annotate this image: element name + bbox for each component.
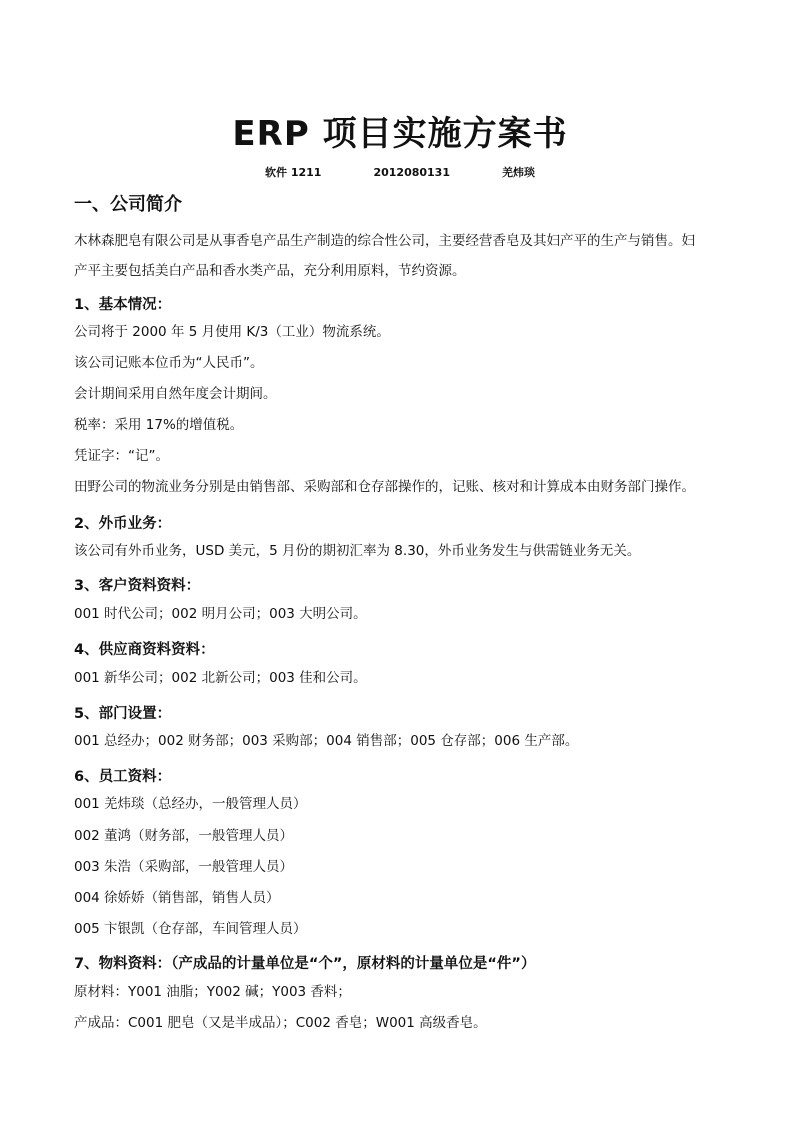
section-heading-company-intro: 一、公司简介 — [74, 194, 182, 215]
currency-line: 该公司有外币业务，USD 美元，5 月份的期初汇率为 8.30，外币业务发生与供需链业务无关。 — [74, 543, 641, 559]
basic-line: 该公司记账本位币为“人民币”。 — [74, 355, 264, 371]
employee-line: 002 董鸿（财务部，一般管理人员） — [74, 828, 294, 844]
employee-line: 004 徐娇娇（销售部，销售人员） — [74, 890, 280, 906]
basic-line: 税率：采用 17%的增值税。 — [74, 417, 244, 433]
document-title: ERP 项目实施方案书 — [232, 114, 568, 154]
basic-line: 凭证字：“记”。 — [74, 448, 169, 464]
materials-line: 产成品：C001 肥皂（又是半成品）；C002 香皂；W001 高级香皂。 — [74, 1015, 487, 1031]
employee-line: 003 朱浩（采购部，一般管理人员） — [74, 859, 294, 875]
suppliers-line: 001 新华公司；002 北新公司；003 佳和公司。 — [74, 670, 367, 686]
customers-line: 001 时代公司；002 明月公司；003 大明公司。 — [74, 606, 367, 622]
heading-customers: 3、客户资料资料： — [74, 578, 201, 594]
heading-materials: 7、物料资料：（产成品的计量单位是“个”，原材料的计量单位是“件”） — [74, 956, 536, 972]
intro-line-1: 木林森肥皂有限公司是从事香皂产品生产制造的综合性公司，主要经营香皂及其妇产平的生产与销售。妇 — [74, 233, 695, 249]
employee-line: 005 卞银凯（仓存部，车间管理人员） — [74, 921, 307, 937]
employee-line: 001 羌炜琰（总经办，一般管理人员） — [74, 796, 307, 812]
heading-employees: 6、员工资料： — [74, 769, 172, 785]
author-byline — [0, 164, 800, 180]
heading-departments: 5、部门设置： — [74, 706, 172, 722]
intro-line-2: 产平主要包括美白产品和香水类产品，充分利用原料，节约资源。 — [74, 263, 466, 279]
basic-line: 田野公司的物流业务分别是由销售部、采购部和仓存部操作的，记账、核对和计算成本由财务部门操作。 — [74, 479, 695, 495]
materials-line: 原材料：Y001 油脂；Y002 碱；Y003 香料； — [74, 984, 351, 1000]
byline-class: 软件 1211 — [265, 166, 322, 179]
byline-student-id: 2012080131 — [373, 166, 450, 179]
basic-line: 会计期间采用自然年度会计期间。 — [74, 386, 277, 402]
basic-line: 公司将于 2000 年 5 月使用 K/3（工业）物流系统。 — [74, 324, 390, 340]
heading-suppliers: 4、供应商资料资料： — [74, 642, 215, 658]
heading-foreign-currency: 2、外币业务： — [74, 516, 172, 532]
heading-basic-info: 1、基本情况： — [74, 297, 172, 313]
byline-author-name: 羌炜琰 — [502, 166, 535, 179]
departments-line: 001 总经办；002 财务部；003 采购部；004 销售部；005 仓存部；006 生产部。 — [74, 733, 579, 749]
